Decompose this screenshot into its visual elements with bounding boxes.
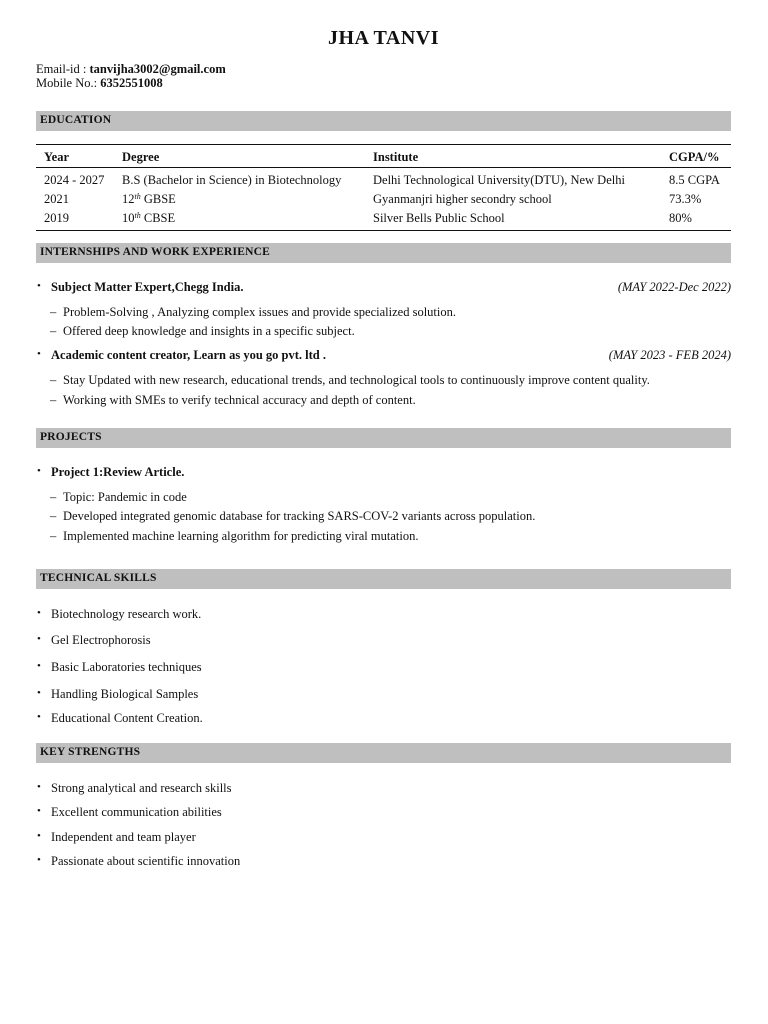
section-title: EDUCATION — [40, 114, 112, 126]
point-text: Stay Updated with new research, educational trends, and technological tools to continuously improve content quality. — [63, 373, 650, 387]
cell-degree — [114, 209, 365, 231]
bullet-icon: • — [37, 781, 41, 793]
column-header-score: CGPA/% — [661, 145, 731, 168]
strength-text: Passionate about scientific innovation — [51, 854, 241, 868]
section-header-strengths — [36, 743, 731, 763]
experience-point — [36, 393, 731, 409]
point-text: Topic: Pandemic in code — [63, 490, 187, 504]
cell-score: 8.5 CGPA — [669, 173, 720, 187]
cell-score: 80% — [661, 209, 731, 231]
strength-item — [36, 854, 731, 870]
bullet-icon: • — [37, 660, 41, 672]
dash-icon: – — [50, 373, 57, 387]
email-label: Email-id : — [36, 62, 87, 76]
experience-item — [36, 280, 731, 296]
point-text: Offered deep knowledge and insights in a specific subject. — [63, 324, 355, 338]
strength-item — [36, 805, 731, 821]
skill-text: Biotechnology research work. — [51, 607, 202, 621]
dash-icon: – — [50, 305, 57, 319]
skill-item — [36, 607, 731, 623]
bullet-icon: • — [37, 854, 41, 866]
cell-institute: Delhi Technological University(DTU), New Delhi — [373, 173, 625, 187]
bullet-icon: • — [37, 348, 41, 360]
table-row — [36, 209, 731, 231]
skill-item — [36, 711, 731, 727]
cell-institute: Gyanmanjri higher secondry school — [373, 192, 552, 206]
strength-item — [36, 781, 731, 797]
cell-degree — [114, 190, 365, 209]
table-row — [36, 190, 731, 209]
skill-item — [36, 687, 731, 703]
bullet-icon: • — [37, 805, 41, 817]
mobile-value: 6352551008 — [100, 76, 163, 90]
project-title: Project 1:Review Article. — [51, 465, 185, 479]
project-point — [36, 509, 731, 525]
experience-point — [36, 324, 731, 340]
bullet-icon: • — [37, 711, 41, 723]
cell-year: 2021 — [44, 192, 69, 206]
project-point — [36, 529, 731, 545]
degree-grade: 12 — [122, 192, 135, 206]
point-text: Implemented machine learning algorithm for predicting viral mutation. — [63, 529, 419, 543]
section-title: PROJECTS — [40, 431, 102, 443]
dash-icon: – — [50, 509, 57, 523]
candidate-name: JHA TANVI — [327, 27, 439, 49]
mobile-line — [36, 76, 226, 90]
bullet-icon: • — [37, 280, 41, 292]
strength-text: Strong analytical and research skills — [51, 781, 232, 795]
dash-icon: – — [50, 324, 57, 338]
experience-title: Academic content creator, Learn as you go pvt. ltd . — [51, 348, 326, 362]
column-header-year: Year — [36, 145, 114, 168]
strength-text: Excellent communication abilities — [51, 805, 222, 819]
point-text: Working with SMEs to verify technical accuracy and depth of content. — [63, 393, 416, 407]
skill-text: Basic Laboratories techniques — [51, 660, 202, 674]
cell-score: 73.3% — [669, 192, 702, 206]
cell-year: 2024 - 2027 — [44, 173, 105, 187]
table-row — [36, 168, 731, 191]
column-header-institute: Institute — [365, 145, 661, 168]
dash-icon: – — [50, 393, 57, 407]
experience-point — [36, 373, 731, 389]
point-text: Developed integrated genomic database for tracking SARS-COV-2 variants across population. — [63, 509, 536, 523]
skill-text: Educational Content Creation. — [51, 711, 203, 725]
education-table — [36, 144, 731, 231]
strength-text: Independent and team player — [51, 830, 196, 844]
section-header-projects — [36, 428, 731, 448]
experience-item — [36, 348, 731, 364]
project-point — [36, 490, 731, 506]
cell-year: 2019 — [36, 209, 114, 231]
project-item — [36, 465, 731, 481]
bullet-icon: • — [37, 687, 41, 699]
section-header-skills — [36, 569, 731, 589]
experience-date: (MAY 2023 - FEB 2024) — [608, 348, 731, 362]
degree-board: CBSE — [143, 211, 176, 225]
degree-ordinal: th — [134, 211, 141, 220]
bullet-icon: • — [37, 830, 41, 842]
section-title: TECHNICAL SKILLS — [40, 572, 157, 584]
cell-institute: Silver Bells Public School — [365, 209, 661, 231]
contact-block — [36, 62, 226, 90]
email-value: tanvijha3002@gmail.com — [89, 62, 226, 76]
point-text: Problem-Solving , Analyzing complex issues and provide specialized solution. — [63, 305, 456, 319]
bullet-icon: • — [37, 607, 41, 619]
experience-title: Subject Matter Expert,Chegg India. — [51, 280, 244, 294]
section-header-education — [36, 111, 731, 131]
experience-point — [36, 305, 731, 321]
degree-board: GBSE — [143, 192, 176, 206]
skill-text: Gel Electrophorosis — [51, 633, 151, 647]
cell-degree: B.S (Bachelor in Science) in Biotechnology — [122, 173, 342, 187]
strength-item — [36, 830, 731, 846]
dash-icon: – — [50, 529, 57, 543]
mobile-label: Mobile No.: — [36, 76, 98, 90]
skill-item — [36, 633, 731, 649]
section-title: KEY STRENGTHS — [40, 746, 141, 758]
degree-ordinal: th — [134, 192, 141, 201]
dash-icon: – — [50, 490, 57, 504]
column-header-degree: Degree — [114, 145, 365, 168]
skill-item — [36, 660, 731, 676]
table-header-row — [36, 145, 731, 168]
section-header-experience — [36, 243, 731, 263]
skill-text: Handling Biological Samples — [51, 687, 199, 701]
degree-grade: 10 — [122, 211, 135, 225]
email-line — [36, 62, 226, 76]
experience-date: (MAY 2022-Dec 2022) — [617, 280, 731, 294]
bullet-icon: • — [37, 633, 41, 645]
section-title: INTERNSHIPS AND WORK EXPERIENCE — [40, 246, 270, 258]
bullet-icon: • — [37, 465, 41, 477]
